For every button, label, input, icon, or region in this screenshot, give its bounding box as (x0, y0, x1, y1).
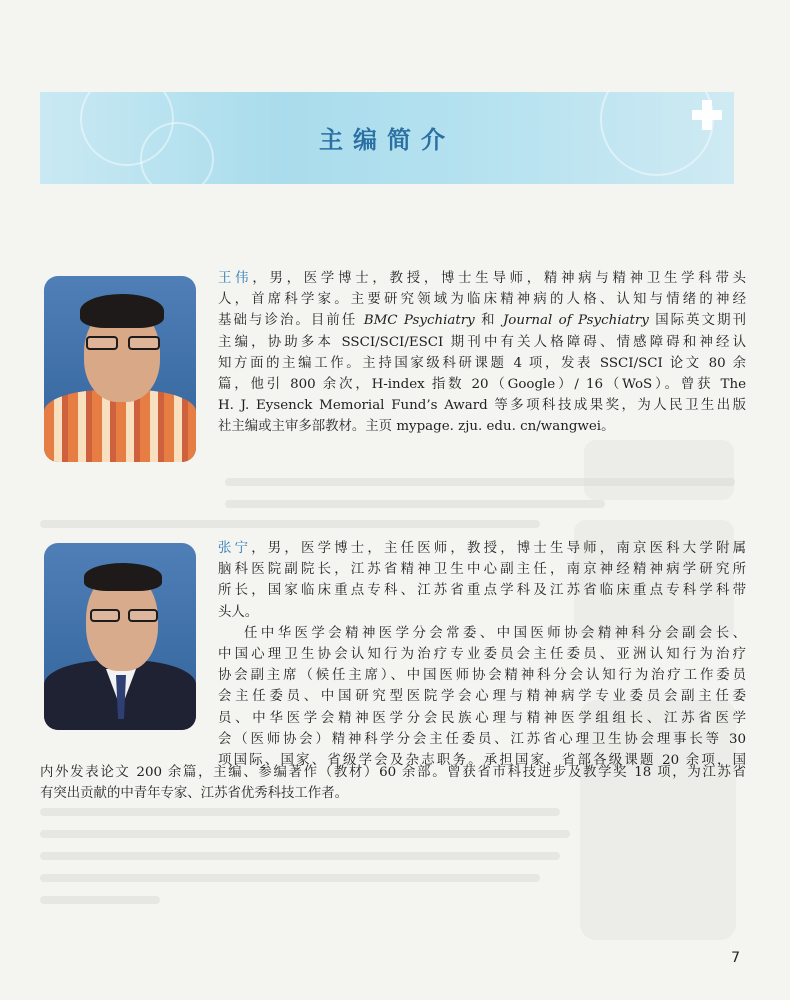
bio-line: 人，首席科学家。主要研究领域为临床精神病的人格、认知与情绪的神经 (218, 292, 746, 308)
bleed-through-line (40, 874, 540, 882)
bleed-through-shade (584, 440, 734, 500)
bio-paragraph-2 (218, 538, 746, 771)
bio-text: 国际英文期刊 (648, 313, 747, 329)
bio-line: 头人。 (218, 604, 259, 620)
bleed-through-line (40, 520, 540, 528)
bio-line: 篇，他引 800 余次，H-index 指数 20（Google）/ 16（WoS）。曾获 The (218, 377, 746, 393)
hair (84, 563, 162, 591)
bleed-through-line (40, 808, 560, 816)
bleed-through-line (40, 830, 570, 838)
hair (80, 294, 164, 328)
bio-text: 和 (474, 313, 503, 329)
journal-name: BMC Psychiatry (363, 313, 475, 329)
bio-line: ，男，医学博士，教授，博士生导师，精神病与精神卫生学科带头 (252, 271, 747, 286)
bleed-through-line (225, 500, 605, 508)
bio-line: 员、中华医学会精神医学分会民族心理与精神医学组组长、江苏省医学 (218, 710, 746, 726)
portrait-photo (44, 276, 196, 462)
bio-paragraph-2-continued (40, 762, 746, 804)
bio-paragraph-1 (218, 268, 746, 438)
bio-line: 会（医师协会）精神科学分会主任委员、江苏省心理卫生协会理事长等 30 (218, 731, 746, 747)
bio-line: 任中华医学会精神医学分会常委、中国医师协会精神科分会副会长、 (244, 625, 746, 641)
bio-line: 脑科医院副院长，江苏省精神卫生中心副主任，南京神经精神病学研究所 (218, 562, 746, 578)
bio-line: 有突出贡献的中青年专家、江苏省优秀科技工作者。 (40, 786, 348, 802)
journal-name: Journal of Psychiatry (502, 313, 649, 329)
portrait-photo (44, 543, 196, 730)
bio-line: 社主编或主审多部教材。主页 mypage. zju. edu. cn/wangwei。 (218, 419, 615, 435)
glasses-icon (128, 609, 158, 622)
bio-line: ，男，医学博士，主任医师，教授，博士生导师，南京医科大学附属 (251, 541, 747, 556)
bio-line: 知方面的主编工作。主持国家级科研课题 4 项，发表 SSCI/SCI 论文 80 余 (218, 355, 746, 371)
bio-line: 主编，协助多本 SSCI/SCI/ESCI 期刊中有关人格障碍、情感障碍和神经认 (218, 334, 746, 350)
section-banner (40, 92, 734, 184)
bio-line: 项国际、国家、省级学会及杂志职务。承担国家、省部各级课题 20 余项，国 (218, 753, 746, 769)
bio-line: 协会副主席（候任主席）、中国医师协会精神科分会认知行为治疗工作委员 (218, 668, 746, 684)
bio-line: 基础与诊治。目前任 (218, 313, 358, 329)
bio-line: 所长，国家临床重点专科、江苏省重点学科及江苏省临床重点专科学科带 (218, 583, 746, 599)
bio-line: H. J. Eysenck Memorial Fund’s Award 等多项科技成果奖，为人民卫生出版 (218, 398, 746, 414)
page-title: 主编简介 (319, 126, 455, 154)
bio-line: 中国心理卫生协会认知行为治疗专业委员会主任委员、亚洲认知行为治疗 (218, 647, 746, 663)
glasses-icon (90, 609, 120, 622)
bio-line: 内外发表论文 200 余篇，主编、参编著作（教材）60 余部。曾获省市科技进步及教学奖 18 项，为江苏省 (40, 765, 746, 780)
glasses-icon (128, 336, 160, 350)
bio-line: 会主任委员、中国研究型医院学会心理与精神病学专业委员会副主任委 (218, 689, 746, 705)
plus-icon (692, 100, 722, 130)
bleed-through-line (40, 852, 560, 860)
bleed-through-line (40, 896, 160, 904)
author-name: 王伟 (218, 271, 253, 286)
bleed-through-line (225, 478, 735, 486)
glasses-icon (86, 336, 118, 350)
page-number: 7 (731, 950, 740, 966)
author-name: 张宁 (218, 541, 252, 556)
